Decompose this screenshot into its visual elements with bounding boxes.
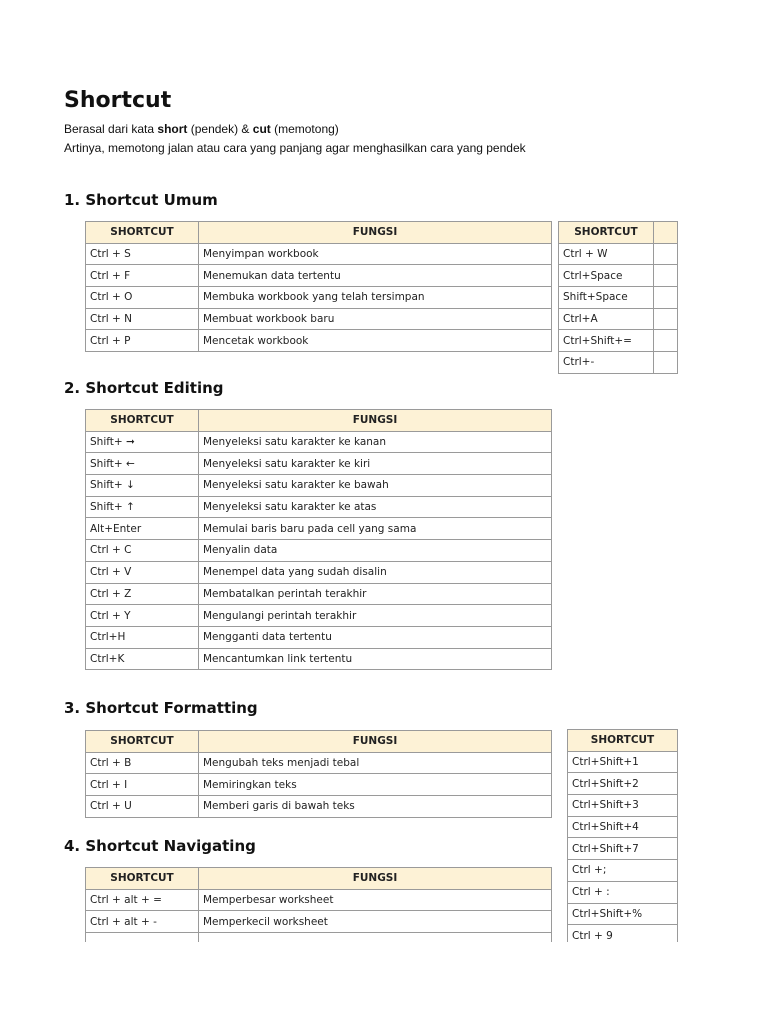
shortcut-cell: Ctrl+Shift+1 — [568, 751, 678, 773]
table-header-row — [86, 410, 552, 432]
column-header-cropped — [653, 222, 677, 244]
intro-text-part: (memotong) — [270, 122, 339, 136]
shortcut-cell: Ctrl + B — [86, 752, 199, 774]
table-row — [86, 648, 552, 670]
shortcut-cell: Ctrl + alt + - — [86, 911, 199, 933]
shortcut-cell: Ctrl+Shift+2 — [568, 773, 678, 795]
table-row — [568, 925, 678, 942]
fungsi-cell: Memperkecil worksheet — [199, 911, 552, 933]
fungsi-cell: Menyeleksi satu karakter ke kanan — [199, 431, 552, 453]
shortcut-cell: Ctrl + V — [86, 561, 199, 583]
fungsi-cell: Menyimpan workbook — [199, 243, 552, 265]
fungsi-cell: Memperbesar worksheet — [199, 889, 552, 911]
table-formatting — [85, 730, 552, 818]
column-header-fungsi: FUNGSI — [199, 868, 552, 890]
column-header-fungsi: FUNGSI — [199, 731, 552, 753]
shortcut-cell: Alt+Enter — [86, 518, 199, 540]
fungsi-cell: Mencetak workbook — [199, 330, 552, 352]
shortcut-cell: Ctrl + U — [86, 796, 199, 818]
table-row — [86, 518, 552, 540]
fungsi-cell: Memulai baris baru pada cell yang sama — [199, 518, 552, 540]
shortcut-cell: Ctrl+Shift+% — [568, 903, 678, 925]
table-row — [86, 911, 552, 933]
table-row — [86, 265, 552, 287]
shortcut-cell: Ctrl + Z — [86, 583, 199, 605]
shortcut-cell: Ctrl + I — [86, 774, 199, 796]
section-heading-umum: 1. Shortcut Umum — [64, 191, 218, 209]
table-row — [86, 561, 552, 583]
table-row — [568, 773, 678, 795]
fungsi-cell-cropped — [653, 352, 677, 374]
table-row — [86, 330, 552, 352]
intro-text-part: Berasal dari kata — [64, 122, 158, 136]
shortcut-cell: Ctrl + O — [86, 287, 199, 309]
fungsi-cell: Membuka workbook yang telah tersimpan — [199, 287, 552, 309]
table-row — [559, 287, 678, 309]
shortcut-cell: Ctrl + Y — [86, 605, 199, 627]
table-navigating — [85, 867, 552, 942]
fungsi-cell-cropped — [653, 308, 677, 330]
fungsi-cell: Menemukan data tertentu — [199, 265, 552, 287]
shortcut-cell: Ctrl + N — [86, 308, 199, 330]
column-header-shortcut: SHORTCUT — [86, 868, 199, 890]
shortcut-cell: Ctrl + : — [568, 881, 678, 903]
table-header-row — [568, 730, 678, 752]
shortcut-cell: Ctrl+A — [559, 308, 654, 330]
fungsi-cell: Menempel data yang sudah disalin — [199, 561, 552, 583]
shortcut-cell: Ctrl + C — [86, 540, 199, 562]
column-header-shortcut: SHORTCUT — [86, 222, 199, 244]
intro-text-part: (pendek) & — [187, 122, 253, 136]
table-row — [568, 751, 678, 773]
table-row — [568, 860, 678, 882]
column-header-shortcut: SHORTCUT — [559, 222, 654, 244]
fungsi-cell: Menyeleksi satu karakter ke kiri — [199, 453, 552, 475]
shortcut-cell: Ctrl+Shift+3 — [568, 795, 678, 817]
table-row — [86, 752, 552, 774]
shortcut-cell: Ctrl+H — [86, 626, 199, 648]
column-header-shortcut: SHORTCUT — [86, 731, 199, 753]
column-header-shortcut: SHORTCUT — [86, 410, 199, 432]
fungsi-cell — [199, 933, 552, 942]
shortcut-cell: Ctrl +; — [568, 860, 678, 882]
table-umum — [85, 221, 552, 352]
section-heading-formatting: 3. Shortcut Formatting — [64, 699, 258, 717]
section-heading-editing: 2. Shortcut Editing — [64, 379, 224, 397]
shortcut-cell: Ctrl+K — [86, 648, 199, 670]
table-row — [86, 583, 552, 605]
column-header-fungsi: FUNGSI — [199, 222, 552, 244]
table-editing — [85, 409, 552, 670]
table-row — [559, 330, 678, 352]
shortcut-cell: Ctrl + W — [559, 243, 654, 265]
shortcut-cell: Ctrl + 9 — [568, 925, 678, 942]
table-row — [86, 540, 552, 562]
table-row — [86, 475, 552, 497]
fungsi-cell: Mencantumkan link tertentu — [199, 648, 552, 670]
shortcut-cell — [86, 933, 199, 942]
column-header-fungsi: FUNGSI — [199, 410, 552, 432]
fungsi-cell-cropped — [653, 287, 677, 309]
table-header-row — [86, 731, 552, 753]
shortcut-cell: Shift+ ➞ — [86, 431, 199, 453]
table-row — [559, 243, 678, 265]
table-row — [86, 453, 552, 475]
fungsi-cell-cropped — [653, 265, 677, 287]
fungsi-cell-cropped — [653, 243, 677, 265]
table-row — [86, 308, 552, 330]
fungsi-cell: Memiringkan teks — [199, 774, 552, 796]
shortcut-cell: Ctrl + F — [86, 265, 199, 287]
fungsi-cell: Menyalin data — [199, 540, 552, 562]
fungsi-cell: Menyeleksi satu karakter ke bawah — [199, 475, 552, 497]
table-row — [86, 243, 552, 265]
shortcut-cell: Ctrl+- — [559, 352, 654, 374]
table-row — [559, 352, 678, 374]
table-row — [568, 795, 678, 817]
fungsi-cell: Mengulangi perintah terakhir — [199, 605, 552, 627]
shortcut-cell: Shift+ ↑ — [86, 496, 199, 518]
table-row — [559, 308, 678, 330]
table-row — [568, 881, 678, 903]
section-heading-navigating: 4. Shortcut Navigating — [64, 837, 256, 855]
intro-bold-short: short — [157, 122, 188, 136]
shortcut-cell: Shift+ ↓ — [86, 475, 199, 497]
shortcut-cell: Ctrl+Space — [559, 265, 654, 287]
table-row — [559, 265, 678, 287]
shortcut-cell: Ctrl+Shift+= — [559, 330, 654, 352]
intro-line-2: Artinya, memotong jalan atau cara yang panjang agar menghasilkan cara yang pendek — [64, 141, 526, 155]
fungsi-cell: Membuat workbook baru — [199, 308, 552, 330]
intro-text — [64, 120, 526, 158]
table-row — [86, 774, 552, 796]
shortcut-cell: Ctrl+Shift+4 — [568, 816, 678, 838]
shortcut-cell: Ctrl + S — [86, 243, 199, 265]
fungsi-cell-cropped — [653, 330, 677, 352]
fungsi-cell: Menyeleksi satu karakter ke atas — [199, 496, 552, 518]
side-table-formatting-cropped — [567, 729, 678, 942]
table-header-row — [86, 222, 552, 244]
page-title: Shortcut — [64, 88, 172, 113]
shortcut-cell: Ctrl+Shift+7 — [568, 838, 678, 860]
table-row — [86, 605, 552, 627]
fungsi-cell: Mengganti data tertentu — [199, 626, 552, 648]
table-row — [568, 903, 678, 925]
table-row-cropped — [86, 933, 552, 942]
column-header-shortcut: SHORTCUT — [568, 730, 678, 752]
side-table-umum-cropped — [558, 221, 678, 379]
table-row — [86, 287, 552, 309]
shortcut-cell: Ctrl + alt + = — [86, 889, 199, 911]
table-row — [568, 816, 678, 838]
shortcut-cell: Shift+Space — [559, 287, 654, 309]
table-row — [86, 796, 552, 818]
table-header-row — [86, 868, 552, 890]
fungsi-cell: Membatalkan perintah terakhir — [199, 583, 552, 605]
table-row — [568, 838, 678, 860]
table-row — [86, 496, 552, 518]
fungsi-cell: Mengubah teks menjadi tebal — [199, 752, 552, 774]
table-header-row — [559, 222, 678, 244]
shortcut-cell: Shift+ ← — [86, 453, 199, 475]
intro-line-1 — [64, 120, 526, 139]
table-row — [86, 626, 552, 648]
fungsi-cell: Memberi garis di bawah teks — [199, 796, 552, 818]
shortcut-cell: Ctrl + P — [86, 330, 199, 352]
table-row — [86, 431, 552, 453]
table-row — [86, 889, 552, 911]
intro-bold-cut: cut — [252, 122, 271, 136]
